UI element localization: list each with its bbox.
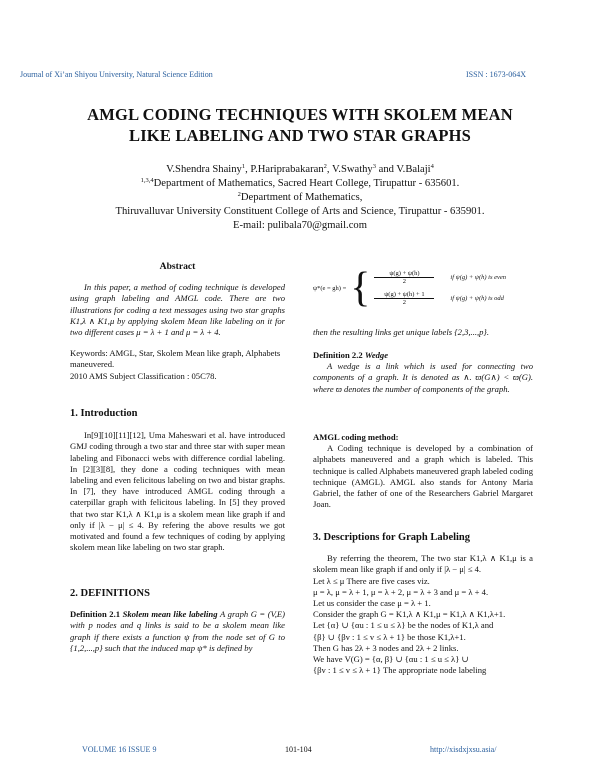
case-2-condition: if ψ(g) + ψ(h) is odd — [450, 295, 504, 302]
definition-1-label: Definition 2.1 — [70, 609, 121, 620]
issn: ISSN : 1673-064X — [466, 70, 527, 79]
definition-1-title: Skolem mean like labeling — [122, 609, 218, 620]
amgl-heading: AMGL coding method: — [313, 432, 399, 442]
formula-brace: { — [350, 265, 371, 311]
case-2-fraction — [374, 291, 434, 306]
amgl-text: A Coding technique is developed by a combination of alphabets maneuvered and a graph which is labeled. This technique is called Alphabets maneuvered graph labeled coding technique (AMGL). AMGL also stands for Antony Maria Gabriel, the father of one of the Researchers Gabriel Margaret Joan. — [313, 443, 533, 510]
section-3-line-2: μ = λ, μ = λ + 1, μ = λ + 2, μ = λ + 3 and μ = λ + 4. — [313, 586, 489, 597]
introduction-text: In[9][10][11][12], Uma Maheswari et al. have introduced GMJ coding through a two star and three star with super mean labeling and Fibonacci webs with difference cordial labeling. In [2][3][8], they done a coding techniques with mean labeling and even felicitous labeling on two and bistar graphs. In [7], they have introduced AMGL coding through a caterpillar graph with felicitous labeling. In [5] they proved that two star K1,λ ∧ K1,μ is a skolem mean like graph if and only if |λ − μ| ≤ 4. By refering the above results we got motivated and found a few techniques of coding by applying skolem mean like labeling on two star graph. — [70, 430, 285, 553]
formula-conclusion — [313, 327, 533, 338]
section-3-heading: 3. Descriptions for Graph Labeling — [313, 532, 471, 543]
author-1: V.Shendra Shainy — [166, 164, 242, 175]
definition-2-label: Definition 2.2 — [313, 350, 363, 360]
case-1-numerator: ψ(g) + ψ(h) — [374, 270, 434, 278]
section-3 — [313, 532, 533, 676]
footer-pages: 101-104 — [285, 745, 312, 754]
affiliation-1 — [40, 177, 560, 191]
author-2-sup: 2 — [323, 163, 327, 170]
author-1-sup: 1 — [241, 163, 246, 170]
footer-url[interactable]: http://xisdxjxsu.asia/ — [430, 745, 497, 754]
formula-conclusion-text: then the resulting links get unique labels {2,3,...,p}. — [313, 327, 490, 337]
affiliation-2-sup: 2 — [237, 191, 241, 198]
journal-name: Journal of Xi’an Shiyou University, Natural Science Edition — [20, 70, 213, 79]
ams-classification: 2010 AMS Subject Classification : 05C78. — [70, 370, 217, 381]
skolem-formula — [313, 265, 533, 311]
abstract-text: In this paper, a method of coding technique is developed using graph labeling and AMGL code. There are two illustrations for coding a text messages using two star graphs K1,λ ∧ K1,μ by applying skolem Mean like labeling on it for two different cases μ = λ + 1 and μ = λ + 4. — [70, 282, 285, 338]
definition-1-text: A graph G = (V,E) with p nodes and q links is said to be a skolem mean like graph if there exists a function ψ from the node set of G to {1,2,...,p} such that the induced map ψ* is defined by — [70, 609, 285, 653]
definition-2-title: Wedge — [364, 350, 389, 360]
section-3-line-5: Let {α} ∪ {αu : 1 ≤ u ≤ λ} be the nodes of K1,λ and — [313, 620, 494, 631]
author-4: and V.Balaji — [375, 164, 431, 175]
title-line-1: AMGL CODING TECHNIQUES WITH SKOLEM MEAN — [87, 105, 513, 124]
affiliation-2-text: Department of Mathematics, — [240, 192, 363, 203]
case-1-fraction — [374, 270, 434, 285]
section-3-line-8: We have V(G) = {α, β} ∪ {αu : 1 ≤ u ≤ λ} ∪ — [313, 654, 469, 665]
case-1-denominator: 2 — [402, 278, 407, 285]
author-3-sup: 3 — [372, 163, 376, 170]
author-line — [40, 163, 560, 177]
section-3-line-9: {βv : 1 ≤ v ≤ λ + 1} The appropriate node labeling — [313, 665, 487, 676]
section-3-line-7: Then G has 2λ + 3 nodes and 2λ + 2 links. — [313, 642, 459, 653]
section-3-line-1: Let λ ≤ μ There are five cases viz. — [313, 575, 430, 586]
abstract-section — [70, 261, 285, 382]
title-line-2: LIKE LABELING AND TWO STAR GRAPHS — [128, 126, 472, 145]
author-2: , P.Hariprabakaran — [245, 164, 324, 175]
definition-2-text: A wedge is a link which is used for connecting two components of a graph. It is denoted as ∧. ϖ(G∧) < ϖ(G). where ϖ denotes the number of components of the graph. — [313, 361, 533, 394]
case-1-condition: if ψ(g) + ψ(h) is even — [450, 274, 507, 281]
paper-title — [40, 104, 560, 146]
case-2-denominator: 2 — [402, 299, 407, 306]
affiliation-2 — [40, 191, 560, 205]
introduction-section — [70, 408, 285, 553]
definition-2 — [313, 350, 533, 395]
keywords: Keywords: AMGL, Star, Skolem Mean like graph, Alphabets maneuvered. — [70, 348, 281, 370]
affiliation-1-text: Department of Mathematics, Sacred Heart College, Tirupattur - 635601. — [153, 178, 460, 189]
definitions-heading: 2. DEFINITIONS — [70, 588, 150, 599]
section-3-paragraph: By referring the theorem, The two star K1,λ ∧ K1,μ is a skolem mean like graph if and only if |λ − μ| ≤ 4. — [313, 553, 533, 575]
amgl-section — [313, 432, 533, 510]
author-3: , V.Swathy — [326, 164, 373, 175]
footer-volume: VOLUME 16 ISSUE 9 — [82, 745, 157, 754]
section-3-line-6: {β} ∪ {βv : 1 ≤ v ≤ λ + 1} be those K1,λ+1. — [313, 631, 466, 642]
case-2-numerator: ψ(g) + ψ(h) + 1 — [374, 291, 434, 299]
section-3-line-4: Consider the graph G = K1,λ ∧ K1,μ = K1,λ ∧ K1,λ+1. — [313, 609, 506, 620]
author-email: E-mail: pulibala70@gmail.com — [233, 220, 367, 231]
affiliation-1-sup: 1,3,4 — [140, 177, 154, 184]
section-3-line-3: Let us consider the case μ = λ + 1. — [313, 598, 431, 609]
formula-lhs: ψ*(e = gh) = — [313, 284, 347, 292]
author-block — [40, 163, 560, 233]
definitions-section — [70, 588, 285, 654]
affiliation-3: Thiruvalluvar University Constituent College of Arts and Science, Tirupattur - 635901. — [115, 206, 485, 217]
abstract-heading: Abstract — [159, 261, 196, 272]
introduction-heading: 1. Introduction — [70, 408, 138, 419]
author-4-sup: 4 — [430, 163, 434, 170]
